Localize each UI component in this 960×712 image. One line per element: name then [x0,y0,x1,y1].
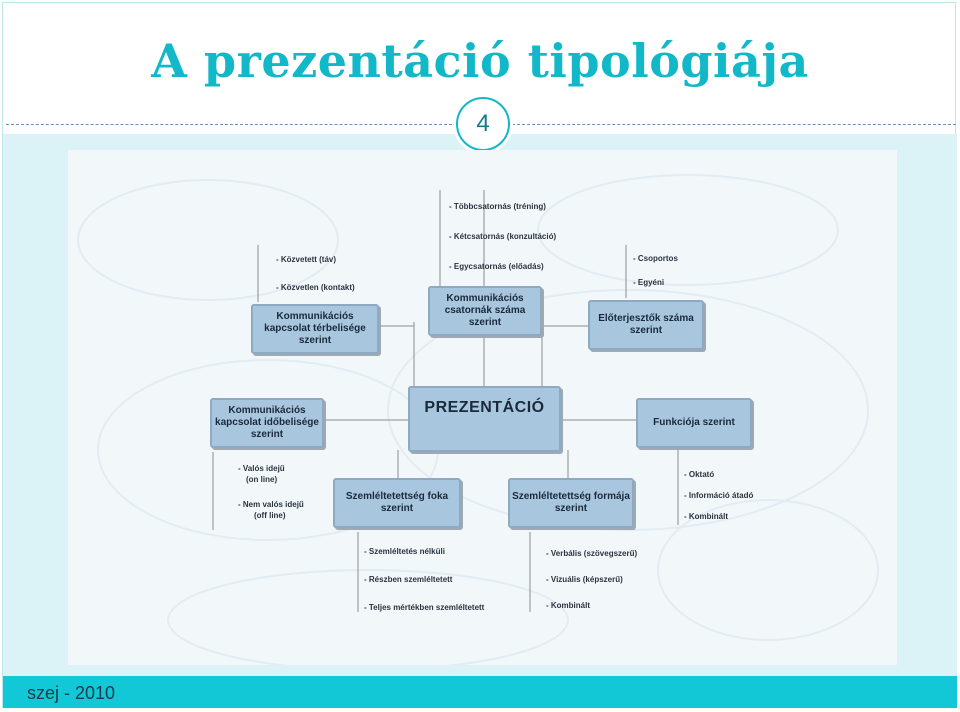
list-item: - Szemléltetés nélküli [364,547,445,556]
title-divider-left [6,124,452,125]
node-presenters: Előterjesztők száma szerint [588,300,704,350]
list-item: (off line) [254,511,286,520]
list-item: - Egyéni [633,278,665,287]
list-item: - Kombinált [546,601,590,610]
list-item: - Kétcsatornás (konzultáció) [449,232,557,241]
title-divider-right [512,124,956,125]
node-temporal: Kommunikációs kapcsolat időbelisége szerint [210,398,324,448]
list-item: - Vizuális (képszerű) [546,575,623,584]
list-item: - Nem valós idejű [238,500,304,509]
list-item: - Oktató [684,470,715,479]
node-channels: Kommunikációs csatornák száma szerint [428,286,542,336]
node-function: Funkciója szerint [636,398,752,448]
list-item: - Kombinált [684,512,728,521]
list-item: - Közvetlen (kontakt) [276,283,355,292]
list-item: - Valós idejű [238,464,285,473]
list-function [684,464,753,527]
list-item: - Részben szemléltetett [364,575,453,584]
diagram-panel [68,150,897,665]
list-item: - Verbális (szövegszerű) [546,549,638,558]
list-channels [449,192,556,282]
list-item: - Csoportos [633,254,678,263]
list-item: - Egycsatornás (előadás) [449,262,544,271]
node-spatial: Kommunikációs kapcsolat térbelisége szerint [251,304,379,354]
list-item: (on line) [246,475,278,484]
footer-text: szej - 2010 [27,683,116,703]
list-item: - Teljes mértékben szemléltetett [364,603,485,612]
list-item: - Többcsatornás (tréning) [449,202,546,211]
list-spatial [276,246,355,302]
list-temporal [238,463,304,521]
node-form: Szemléltetettség formája szerint [508,478,634,528]
list-item: - Közvetett (táv) [276,255,337,264]
page-number-badge: 4 [456,97,510,151]
footer-bar [3,676,957,708]
list-item: - Információ átadó [684,491,754,500]
list-form [546,541,637,619]
node-degree: Szemléltetettség foka szerint [333,478,461,528]
list-degree [364,538,484,622]
node-center: PREZENTÁCIÓ [408,386,561,452]
list-presenters [633,247,678,295]
slide-title: A prezentáció tipológiája [151,34,809,88]
